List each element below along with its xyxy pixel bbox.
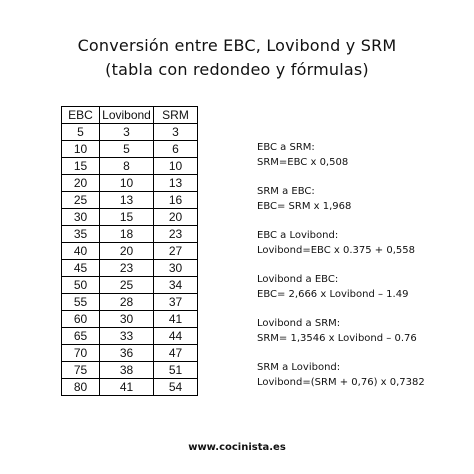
formula-ebc-to-srm [257,140,425,170]
table-row [62,226,198,243]
header-srm: SRM [154,107,198,124]
table-row [62,141,198,158]
ebc-cell: 45 [62,260,100,277]
formula-heading: EBC a SRM: [257,142,315,153]
ebc-cell: 5 [62,124,100,141]
formula-expression: EBC= SRM x 1,968 [257,201,352,212]
lovibond-cell: 41 [100,379,154,396]
table-row [62,328,198,345]
formula-heading: Lovibond a EBC: [257,274,339,285]
lovibond-cell: 13 [100,192,154,209]
srm-cell: 44 [154,328,198,345]
table-row [62,362,198,379]
srm-cell: 6 [154,141,198,158]
table-row [62,158,198,175]
lovibond-cell: 5 [100,141,154,158]
table-row [62,311,198,328]
srm-cell: 20 [154,209,198,226]
lovibond-cell: 18 [100,226,154,243]
lovibond-cell: 25 [100,277,154,294]
lovibond-cell: 20 [100,243,154,260]
lovibond-cell: 10 [100,175,154,192]
ebc-cell: 65 [62,328,100,345]
srm-cell: 34 [154,277,198,294]
table-row [62,345,198,362]
ebc-cell: 15 [62,158,100,175]
ebc-cell: 60 [62,311,100,328]
srm-cell: 10 [154,158,198,175]
lovibond-cell: 15 [100,209,154,226]
table-row [62,175,198,192]
table-row [62,260,198,277]
ebc-cell: 35 [62,226,100,243]
srm-cell: 16 [154,192,198,209]
formula-expression: Lovibond=(SRM + 0,76) x 0,7382 [257,377,425,388]
table-row [62,192,198,209]
srm-cell: 30 [154,260,198,277]
formula-expression: SRM= 1,3546 x Lovibond – 0.76 [257,333,417,344]
page-title [0,34,474,82]
srm-cell: 47 [154,345,198,362]
table-header-row [62,107,198,124]
lovibond-cell: 8 [100,158,154,175]
formulas-panel [257,140,425,404]
ebc-cell: 55 [62,294,100,311]
formula-expression: EBC= 2,666 x Lovibond – 1.49 [257,289,409,300]
header-ebc: EBC [62,107,100,124]
table-row [62,379,198,396]
lovibond-cell: 30 [100,311,154,328]
srm-cell: 23 [154,226,198,243]
lovibond-cell: 3 [100,124,154,141]
srm-cell: 51 [154,362,198,379]
ebc-cell: 40 [62,243,100,260]
ebc-cell: 75 [62,362,100,379]
table-row [62,209,198,226]
table-row [62,277,198,294]
lovibond-cell: 33 [100,328,154,345]
lovibond-cell: 28 [100,294,154,311]
formula-lovibond-to-ebc [257,272,425,302]
srm-cell: 13 [154,175,198,192]
formula-expression: SRM=EBC x 0,508 [257,157,349,168]
ebc-cell: 50 [62,277,100,294]
table-row [62,124,198,141]
ebc-cell: 25 [62,192,100,209]
ebc-cell: 80 [62,379,100,396]
srm-cell: 37 [154,294,198,311]
ebc-cell: 10 [62,141,100,158]
srm-cell: 54 [154,379,198,396]
formula-heading: SRM a Lovibond: [257,362,341,373]
conversion-table [61,106,198,396]
ebc-cell: 70 [62,345,100,362]
formula-heading: EBC a Lovibond: [257,230,339,241]
footer-website: www.cocinista.es [188,442,286,453]
srm-cell: 27 [154,243,198,260]
ebc-cell: 20 [62,175,100,192]
title-line-1: Conversión entre EBC, Lovibond y SRM [77,36,397,55]
lovibond-cell: 38 [100,362,154,379]
table-row [62,243,198,260]
header-lovibond: Lovibond [100,107,154,124]
srm-cell: 41 [154,311,198,328]
formula-heading: SRM a EBC: [257,186,315,197]
srm-cell: 3 [154,124,198,141]
title-line-2: (tabla con redondeo y fórmulas) [105,60,369,79]
formula-heading: Lovibond a SRM: [257,318,341,329]
ebc-cell: 30 [62,209,100,226]
lovibond-cell: 23 [100,260,154,277]
formula-expression: Lovibond=EBC x 0.375 + 0,558 [257,245,415,256]
formula-ebc-to-lovibond [257,228,425,258]
table-row [62,294,198,311]
formula-srm-to-lovibond [257,360,425,390]
lovibond-cell: 36 [100,345,154,362]
formula-lovibond-to-srm [257,316,425,346]
formula-srm-to-ebc [257,184,425,214]
